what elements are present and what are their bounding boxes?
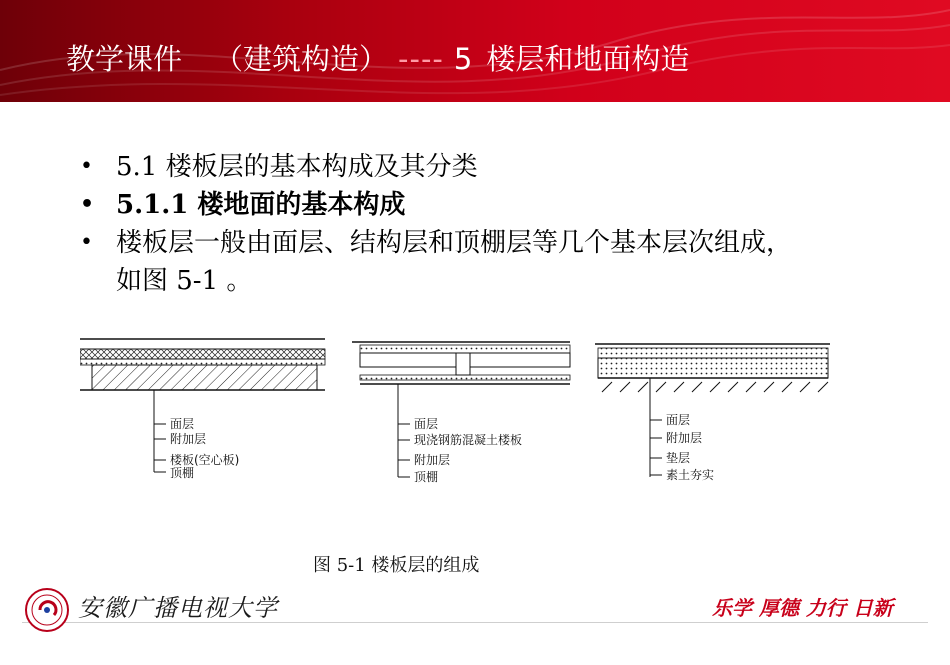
- figure-caption: 图 5-1 楼板层的组成: [313, 555, 480, 576]
- label-d2-1: 现浇钢筋混凝土楼板: [414, 433, 523, 447]
- bullet-text: 5.1.1 楼地面的基本构成: [116, 190, 406, 220]
- chapter-title: 楼层和地面构造: [486, 42, 690, 76]
- label-d3-3: 素土夯实: [666, 468, 715, 482]
- label-d3-2: 垫层: [666, 451, 691, 465]
- label-d1-1: 附加层: [170, 432, 207, 446]
- bullet-text: 楼板层一般由面层、结构层和顶棚层等几个基本层次组成，如图 5-1 。: [116, 228, 793, 296]
- diagram-ground-floor: [595, 344, 830, 482]
- bullet-dot-icon: •: [80, 230, 93, 255]
- university-logo-icon: [24, 587, 70, 633]
- bullet-text: 5.1 楼板层的基本构成及其分类: [116, 152, 478, 182]
- label-d2-0: 面层: [414, 417, 439, 431]
- bullet-item: [76, 224, 806, 300]
- label-d2-2: 附加层: [414, 453, 451, 467]
- university-motto: 乐学 厚德 力行 日新: [712, 596, 893, 620]
- bullet-list: [76, 148, 836, 300]
- label-d1-0: 面层: [170, 417, 195, 431]
- label-d1-3: 顶棚: [170, 466, 195, 480]
- bullet-item: [76, 148, 836, 186]
- bullet-dot-icon: •: [80, 154, 93, 179]
- course-label: 教学课件: [66, 42, 183, 76]
- label-d2-3: 顶棚: [414, 470, 439, 484]
- title-dash: ----: [398, 42, 444, 76]
- chapter-number: 5: [453, 42, 473, 76]
- label-d3-1: 附加层: [666, 431, 703, 445]
- header-banner: [0, 0, 950, 102]
- bullet-item: [76, 186, 836, 224]
- label-d1-2: 楼板(空心板): [170, 453, 240, 467]
- label-d3-0: 面层: [666, 413, 691, 427]
- bullet-dot-icon: •: [80, 192, 95, 217]
- subject-label: （建筑构造）: [214, 42, 389, 76]
- diagram-cast-slab: [352, 342, 570, 484]
- diagram-precast-slab: [80, 339, 325, 480]
- slide-title: [66, 37, 689, 78]
- floor-construction-figure: [80, 322, 840, 492]
- university-name: 安徽广播电视大学: [78, 594, 278, 622]
